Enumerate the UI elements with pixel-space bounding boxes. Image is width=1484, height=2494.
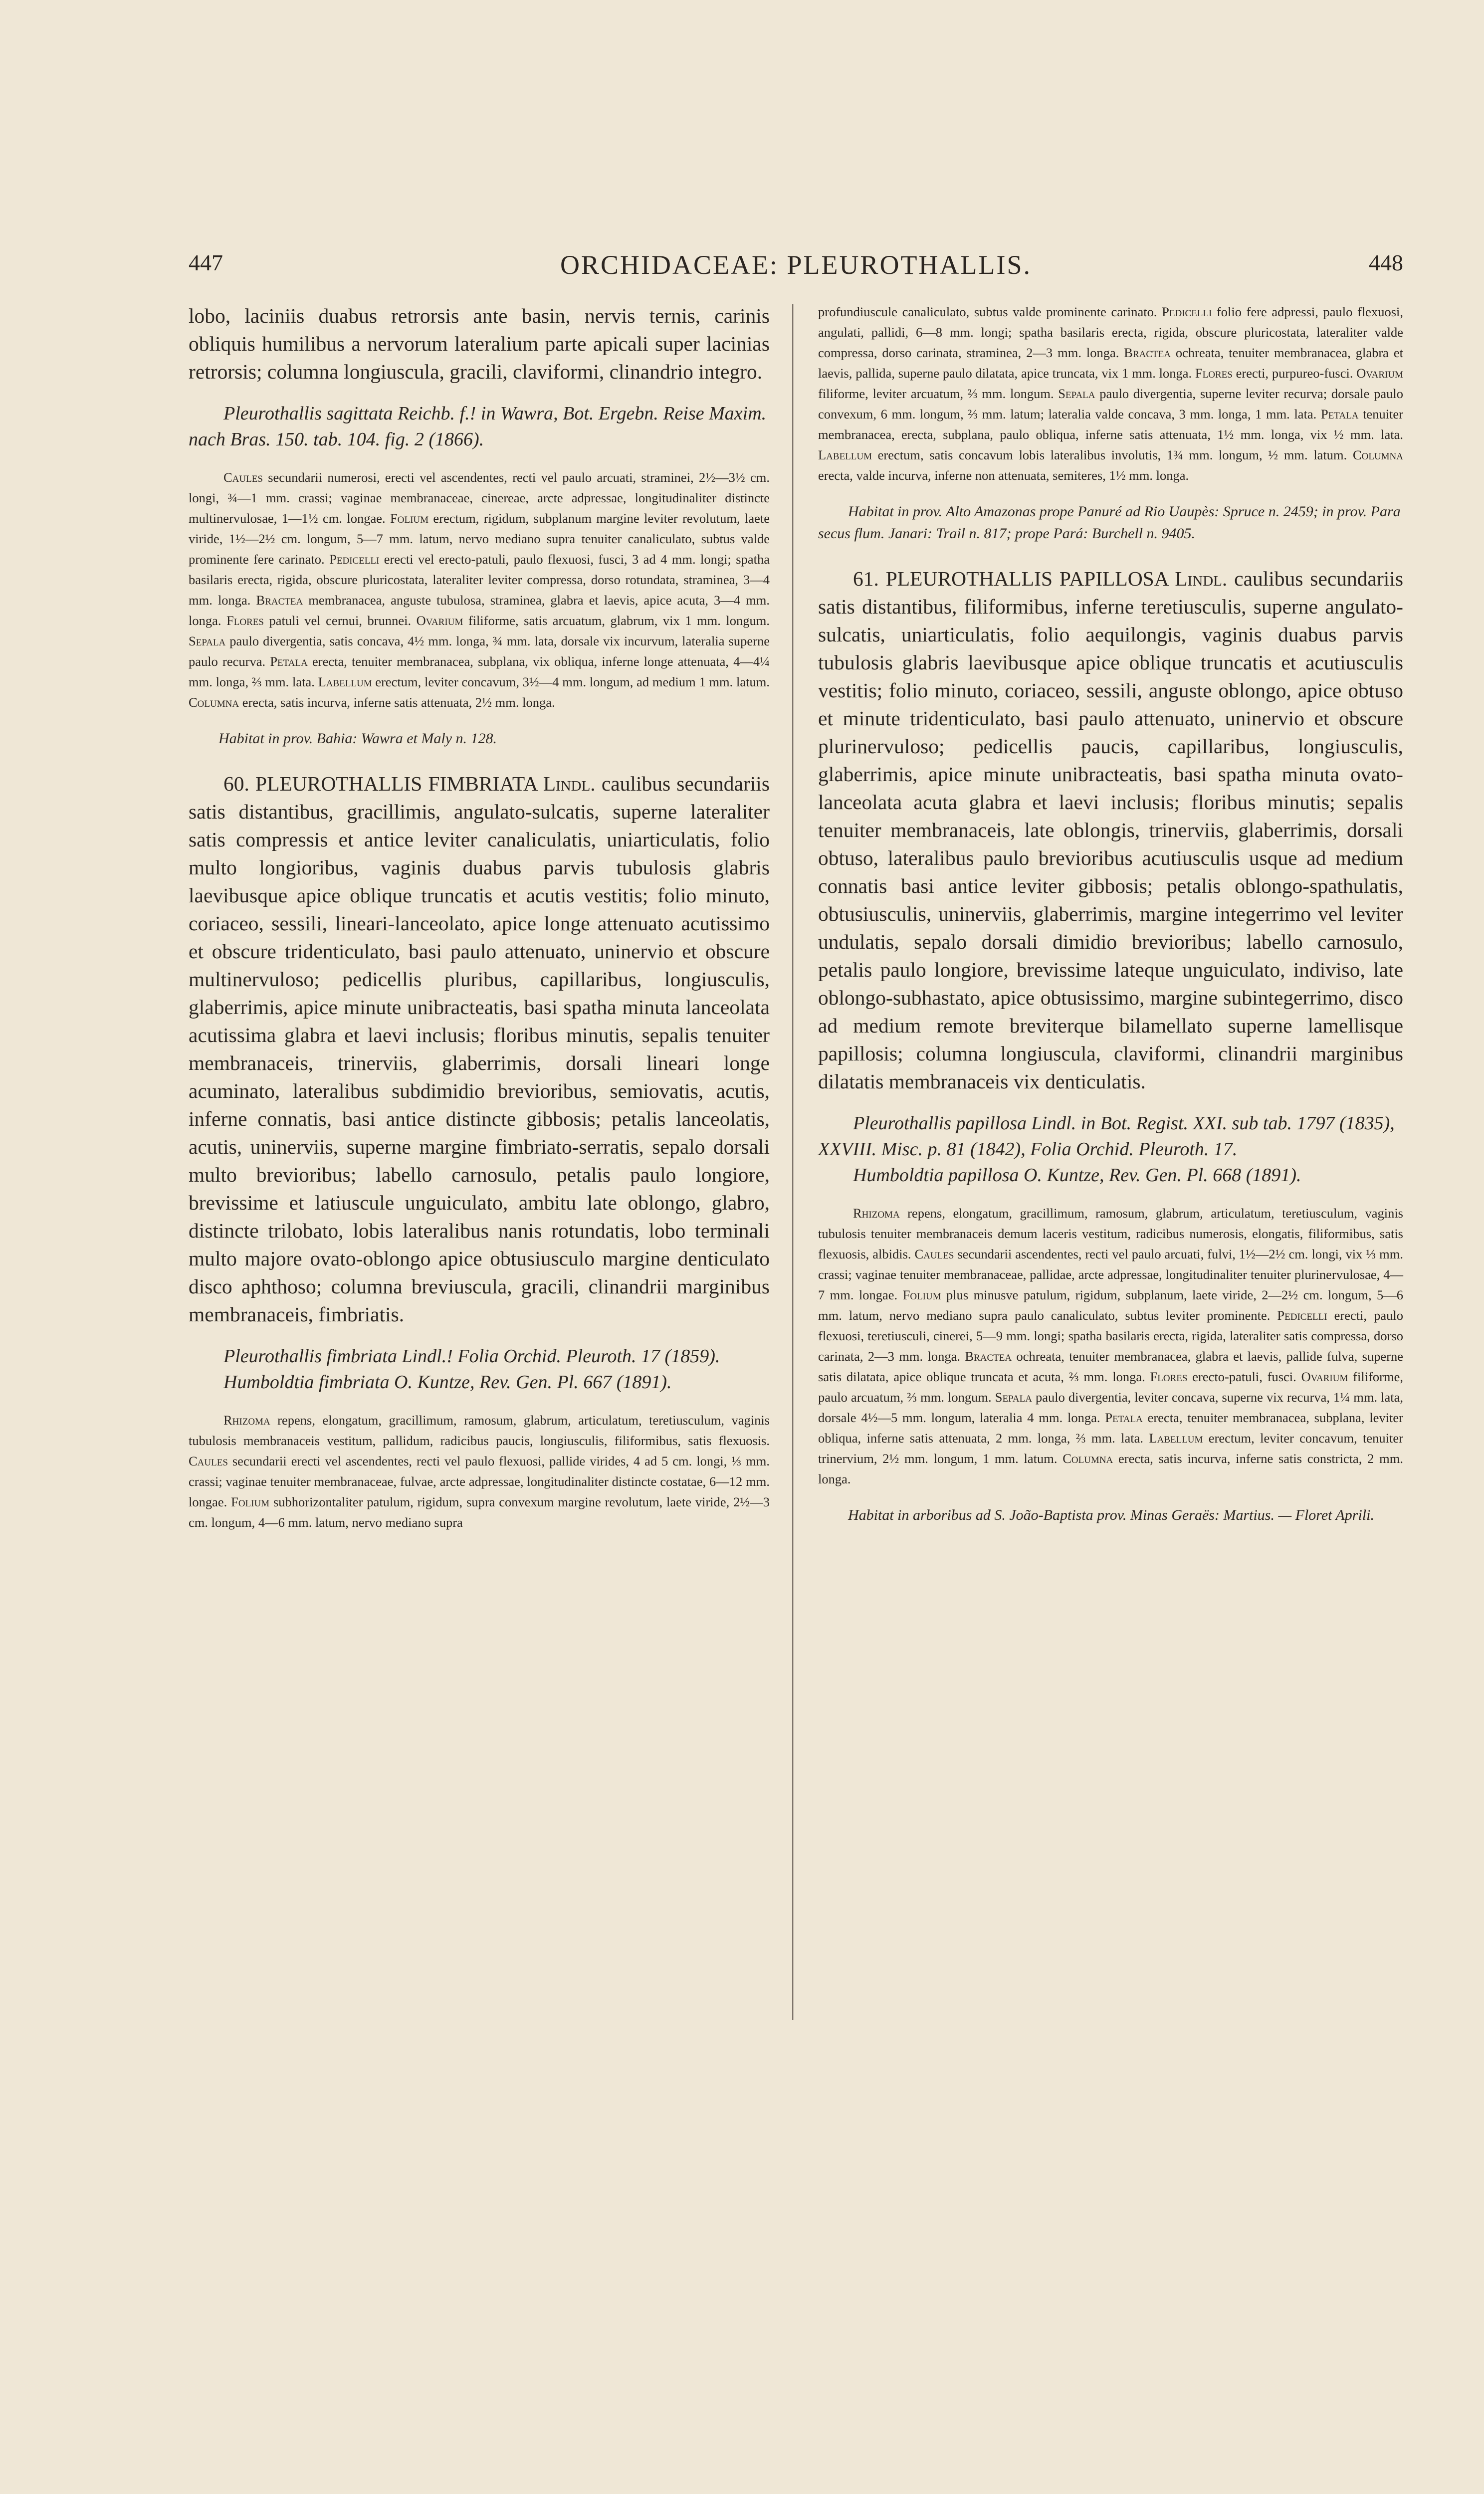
term-bractea: Bractea [965,1349,1012,1364]
species-61-title: 61. PLEUROTHALLIS PAPILLOSA [853,567,1168,590]
term-folium: Folium [390,511,429,526]
term-columna: Columna [189,695,239,710]
text-petala: erecta, tenuiter membranacea, subplana, leviter obliqua, inferne satis attenuata, 2 mm. longa, ⅔ mm. lata. [818,1410,1403,1446]
term-labellum: Labellum [1149,1431,1203,1446]
text-pedicelli: folio fere adpressi, paulo flexuosi, angulati, pallidi, 6—8 mm. longi; spatha basilaris erecta, rigida, obscure pluricostata, lateraliter valde compressa, dorso carinata, straminea, 2—3 mm. longa. [818,304,1403,360]
text-caules: secundarii ascendentes, recti vel paulo arcuati, fulvi, 1½—2½ cm. longi, vix ⅓ mm. crassi; vaginae tenuiter membranaceae, pallidae, arcte adpressae, longitudinaliter tenuiter plurinervulosae, 4—7 mm. longae. [818,1247,1404,1302]
term-folium: Folium [231,1494,270,1509]
term-columna: Columna [1352,447,1403,462]
text-folium: subhorizontaliter patulum, rigidum, supra convexum margine revolutum, laete viride, 2½—3 cm. longum, 4—6 mm. latum, nervo mediano supra [189,1494,770,1530]
term-sepala: Sepala [189,633,226,648]
species-61-author: Lindl. [1175,567,1228,590]
description-continuation: lobo, laciniis duabus retrorsis ante basin, nervis ternis, carinis obliquis humilibus a nervorum lateralium parte apicali super lacinias retrorsis; columna longiuscula, gracili, claviformi, clinandrio integro. [189,304,770,383]
text-caules: secundarii numerosi, erecti vel ascendentes, recti vel paulo arcuati, straminei, 2½—3½ cm. longi, ¾—1 mm. crassi; vaginae membranaceae, cinereae, arcte adpressae, longitudinaliter distincte multinervulosae, 1—1½ cm. longae. [189,470,770,526]
text-flores: erecto-patuli, fusci. [1187,1369,1301,1384]
reference-citation-60a: Pleurothallis fimbriata Lindl.! Folia Orchid. Pleuroth. 17 (1859). [223,1346,720,1367]
term-caules: Caules [189,1454,228,1468]
reference-citation-61b: Humboldtia papillosa O. Kuntze, Rev. Gen. Pl. 668 (1891). [853,1165,1301,1186]
text-caules: secundarii erecti vel ascendentes, recti vel paulo flexuosi, pallide virides, 4 ad 5 cm. longi, ⅓ mm. crassi; vaginae tenuiter membranaceae, fulvae, arcte adpressae, longitudinaliter distincte costatae, 6—12 mm. longae. [189,1454,770,1509]
right-column [818,302,1403,1526]
text-columna: erecta, satis incurva, inferne satis attenuata, 2½ mm. longa. [239,695,555,710]
text-ovarium: filiforme, satis arcuatum, glabrum, vix 1 mm. longum. [463,613,770,628]
text-flores: patuli vel cernui, brunnei. [263,613,417,628]
term-sepala: Sepala [1058,386,1095,401]
column-divider [792,304,794,2020]
term-bractea: Bractea [1124,345,1171,360]
term-rhizoma: Rhizoma [223,1413,270,1428]
term-flores: Flores [1150,1369,1188,1384]
species-60-diagnosis [189,770,770,1328]
term-sepala: Sepala [995,1390,1032,1405]
term-labellum: Labellum [318,674,372,689]
text-rhizoma: repens, elongatum, gracillimum, ramosum, glabrum, articulatum, teretiusculum, vaginis tubulosis membranaceis vestitum, pallidum, radicibus paucis, longiusculis, filiformibus, satis flexuosis. [189,1413,770,1448]
text-sepala: paulo divergentia, leviter concava, superne vix recurva, 1¼ mm. lata, dorsale 4½—5 mm. longum, lateralia 4 mm. longa. [818,1390,1403,1425]
term-columna: Columna [1062,1451,1113,1466]
morphology-description [189,467,770,713]
term-flores: Flores [1195,366,1233,381]
morphology-description-61 [818,1203,1403,1489]
text-bractea: ochreata, tenuiter membranacea, glabra et laevis, pallida, superne paulo dilatata, apice truncata, vix 1 mm. longa. [818,345,1403,381]
text-folium: erectum, rigidum, subplanum margine leviter revolutum, laete viride, 1½—2½ cm. longum, 5—7 mm. latum, nervo mediano supra tenuiter canaliculato, subtus valde prominente fere carinato. [189,511,770,567]
text-pedicelli: erecti, paulo flexuosi, teretiusculi, cinerei, 5—9 mm. longi; spatha basilaris erecta, rigida, lateraliter satis compressa, dorso carinata, 2—3 mm. longa. [818,1308,1403,1364]
habitat-line-61: Habitat in arboribus ad S. João-Baptista prov. Minas Geraës: Martius. — Floret Aprili. [848,1507,1374,1523]
term-pedicelli: Pedicelli [1162,304,1212,319]
species-60-text: caulibus secundariis satis distantibus, gracillimis, angulato-sulcatis, superne lateraliter satis compressis et antice leviter canaliculatis, uniarticulatis, folio multo longioribus, vaginis duabus parvis tubulosis glabris laevibusque apice oblique truncatis et acutis vestitis; folio minuto, coriaceo, sessili, lineari-lanceolato, apice longe attenuato acutissimo et obscure tridenticulato, basi paulo attenuato, uninervio et obscure multinervuloso; pedicellis pluribus, capillaribus, longiusculis, glaberrimis, apice minute unibracteatis, basi spatha minuta lanceolata acutissima glabra et laevi inclusis; floribus minutis, sepalis tenuiter membranaceis, trinerviis, glaberrimis, dorsali lineari longe acuminato, lateralibus subdimidio brevioribus, semiovatis, acutis, inferne connatis, basi antice distincte gibbosis; petalis lanceolatis, acutis, uninerviis, superne margine fimbriato-serratis, sepalo dorsali multo brevioribus; labello carnosulo, petalis paulo longiore, brevissime et latiuscule unguiculato, ambitu late oblongo, glabro, distincte trilobato, lobis lateralibus nanis rotundatis, lobo terminali multo majore ovato-oblongo apice obtusiusculo margine denticulato disco aphthoso; columna breviuscula, gracili, clinandrii marginibus membranaceis, fimbriatis. [189,772,770,1326]
text-labellum: erectum, leviter concavum, tenuiter trinervium, 2½ mm. longum, 1 mm. latum. [818,1431,1403,1466]
reference-citation-61a: Pleurothallis papillosa Lindl. in Bot. Regist. XXI. sub tab. 1797 (1835), XXVIII. Misc. p. 81 (1842), Folia Orchid. Pleuroth. 17. [818,1113,1395,1160]
morphology-description-60 [189,1410,770,1533]
text-columna: erecta, satis incurva, inferne satis constricta, 2 mm. longa. [818,1451,1403,1486]
term-ovarium: Ovarium [416,613,463,628]
text-continuation: profundiuscule canaliculato, subtus valde prominente carinato. [818,304,1162,319]
text-petala: erecta, tenuiter membranacea, subplana, vix obliqua, inferne longe attenuata, 4—4¼ mm. longa, ⅔ mm. lata. [189,654,770,689]
text-labellum: erectum, leviter concavum, 3½—4 mm. longum, ad medium 1 mm. latum. [372,674,770,689]
term-bractea: Bractea [256,593,303,608]
text-bractea: membranacea, anguste tubulosa, straminea, glabra et laevis, apice acuta, 3—4 mm. longa. [189,593,770,628]
text-ovarium: filiforme, leviter arcuatum, ⅔ mm. longum. [818,386,1059,401]
term-caules: Caules [223,470,263,485]
left-column [189,302,770,1533]
term-folium: Folium [902,1287,941,1302]
species-61-text: caulibus secundariis satis distantibus, filiformibus, inferne teretiusculis, superne angulato-sulcatis, uniarticulatis, folio aequilongis, vaginis duabus parvis tubulosis glabris laevibusque apice oblique truncatis et acutiusculis vestitis; folio minuto, coriaceo, sessili, anguste oblongo, apice obtuso et minute tridenticulato, basi paulo attenuato, uninervio et obscure plurinervuloso; pedicellis paucis, capillaribus, longiusculis, glaberrimis, apice minute unibracteatis, basi spatha minuta ovato-lanceolata acuta glabra et laevi inclusis; floribus minutis; sepalis tenuiter membranaceis, late oblongis, trinerviis, glaberrimis, dorsali obtuso, lateralibus paulo brevioribus acutiusculis usque ad medium connatis basi antice leviter gibbosis; petalis oblongo-spathulatis, obtusiusculis, uninerviis, glaberrimis, margine integerrimo vel leviter undulatis, sepalo dorsali dimidio brevioribus; labello carnosulo, petalis paulo longiore, brevissime lateque unguiculato, indiviso, late oblongo-subhastato, apice obtusissimo, margine subintegerrimo, disco ad medium remote breviterque bilamellato superne lamellisque papillosis; columna longiuscula, claviformi, clinandrii marginibus dilatatis membranaceis vix denticulatis. [818,567,1403,1093]
term-ovarium: Ovarium [1356,366,1403,381]
term-labellum: Labellum [818,447,872,462]
term-flores: Flores [226,613,264,628]
species-61-diagnosis [818,565,1403,1095]
running-title: ORCHIDACEAE: PLEUROTHALLIS. [560,250,1032,280]
term-pedicelli: Pedicelli [329,552,380,567]
species-60-author: Lindl. [543,772,596,795]
text-pedicelli: erecti vel erecto-patuli, paulo flexuosi, fusci, 3 ad 4 mm. longi; spatha basilaris erecta, rigida, obscure pluricostata, lateraliter leviter compressa, dorso rotundata, straminea, 3—4 mm. longa. [189,552,770,608]
term-ovarium: Ovarium [1301,1369,1348,1384]
text-rhizoma: repens, elongatum, gracillimum, ramosum, glabrum, articulatum, teretiusculum, vaginis tubulosis tenuiter membranaceis demum laceris vestitum, radicibus numerosis, elongatis, filiformibus, satis flexuosis, albidis. [818,1206,1403,1261]
habitat-line: Habitat in prov. Bahia: Wawra et Maly n. 128. [218,730,497,747]
morphology-description-60-cont [818,302,1403,486]
term-pedicelli: Pedicelli [1277,1308,1327,1323]
text-labellum: erectum, satis concavum lobis lateralibus involutis, 1¾ mm. longum, ½ mm. latum. [872,447,1353,462]
page-number-left: 447 [189,250,223,275]
text-sepala: paulo divergentia, superne leviter recurva; dorsale paulo convexum, 6 mm. longum, ⅔ mm. latum; lateralia valde concava, 3 mm. longa, 1 mm. lata. [818,386,1403,421]
term-petala: Petala [270,654,308,669]
habitat-line-60: Habitat in prov. Alto Amazonas prope Panuré ad Rio Uaupès: Spruce n. 2459; in prov. Para secus flum. Janari: Trail n. 817; prope Pará: Burchell n. 9405. [818,503,1401,542]
text-folium: plus minusve patulum, rigidum, subplanum, laete viride, 2—2½ cm. longum, 5—6 mm. latum, nervo mediano supra paulo canaliculato, subtus leviter prominente. [818,1287,1403,1323]
page-number-right: 448 [1369,250,1403,275]
running-header [189,249,1403,284]
text-petala: tenuiter membranacea, erecta, subplana, paulo obliqua, inferne satis attenuata, 1½ mm. longa, vix ½ mm. lata. [818,407,1404,442]
term-petala: Petala [1320,407,1359,421]
term-rhizoma: Rhizoma [853,1206,900,1221]
text-columna: erecta, valde incurva, inferne non attenuata, semiteres, 1½ mm. longa. [818,468,1189,483]
text-flores: erecti, purpureo-fusci. [1232,366,1357,381]
term-petala: Petala [1105,1410,1143,1425]
reference-citation-60b: Humboldtia fimbriata O. Kuntze, Rev. Gen. Pl. 667 (1891). [223,1372,672,1393]
text-bractea: ochreata, tenuiter membranacea, glabra et laevis, pallide fulva, superne satis dilatata, apice oblique truncata et acuta, ⅔ mm. longa. [818,1349,1403,1384]
text-sepala: paulo divergentia, satis concava, 4½ mm. longa, ¾ mm. lata, dorsale vix incurvum, lateralia superne paulo recurva. [189,633,770,669]
text-ovarium: filiforme, paulo arcuatum, ⅔ mm. longum. [818,1369,1403,1405]
term-caules: Caules [914,1247,954,1261]
species-60-title: 60. PLEUROTHALLIS FIMBRIATA [223,772,537,795]
reference-citation: Pleurothallis sagittata Reichb. f.! in Wawra, Bot. Ergebn. Reise Maxim. nach Bras. 150. tab. 104. fig. 2 (1866). [189,403,767,450]
